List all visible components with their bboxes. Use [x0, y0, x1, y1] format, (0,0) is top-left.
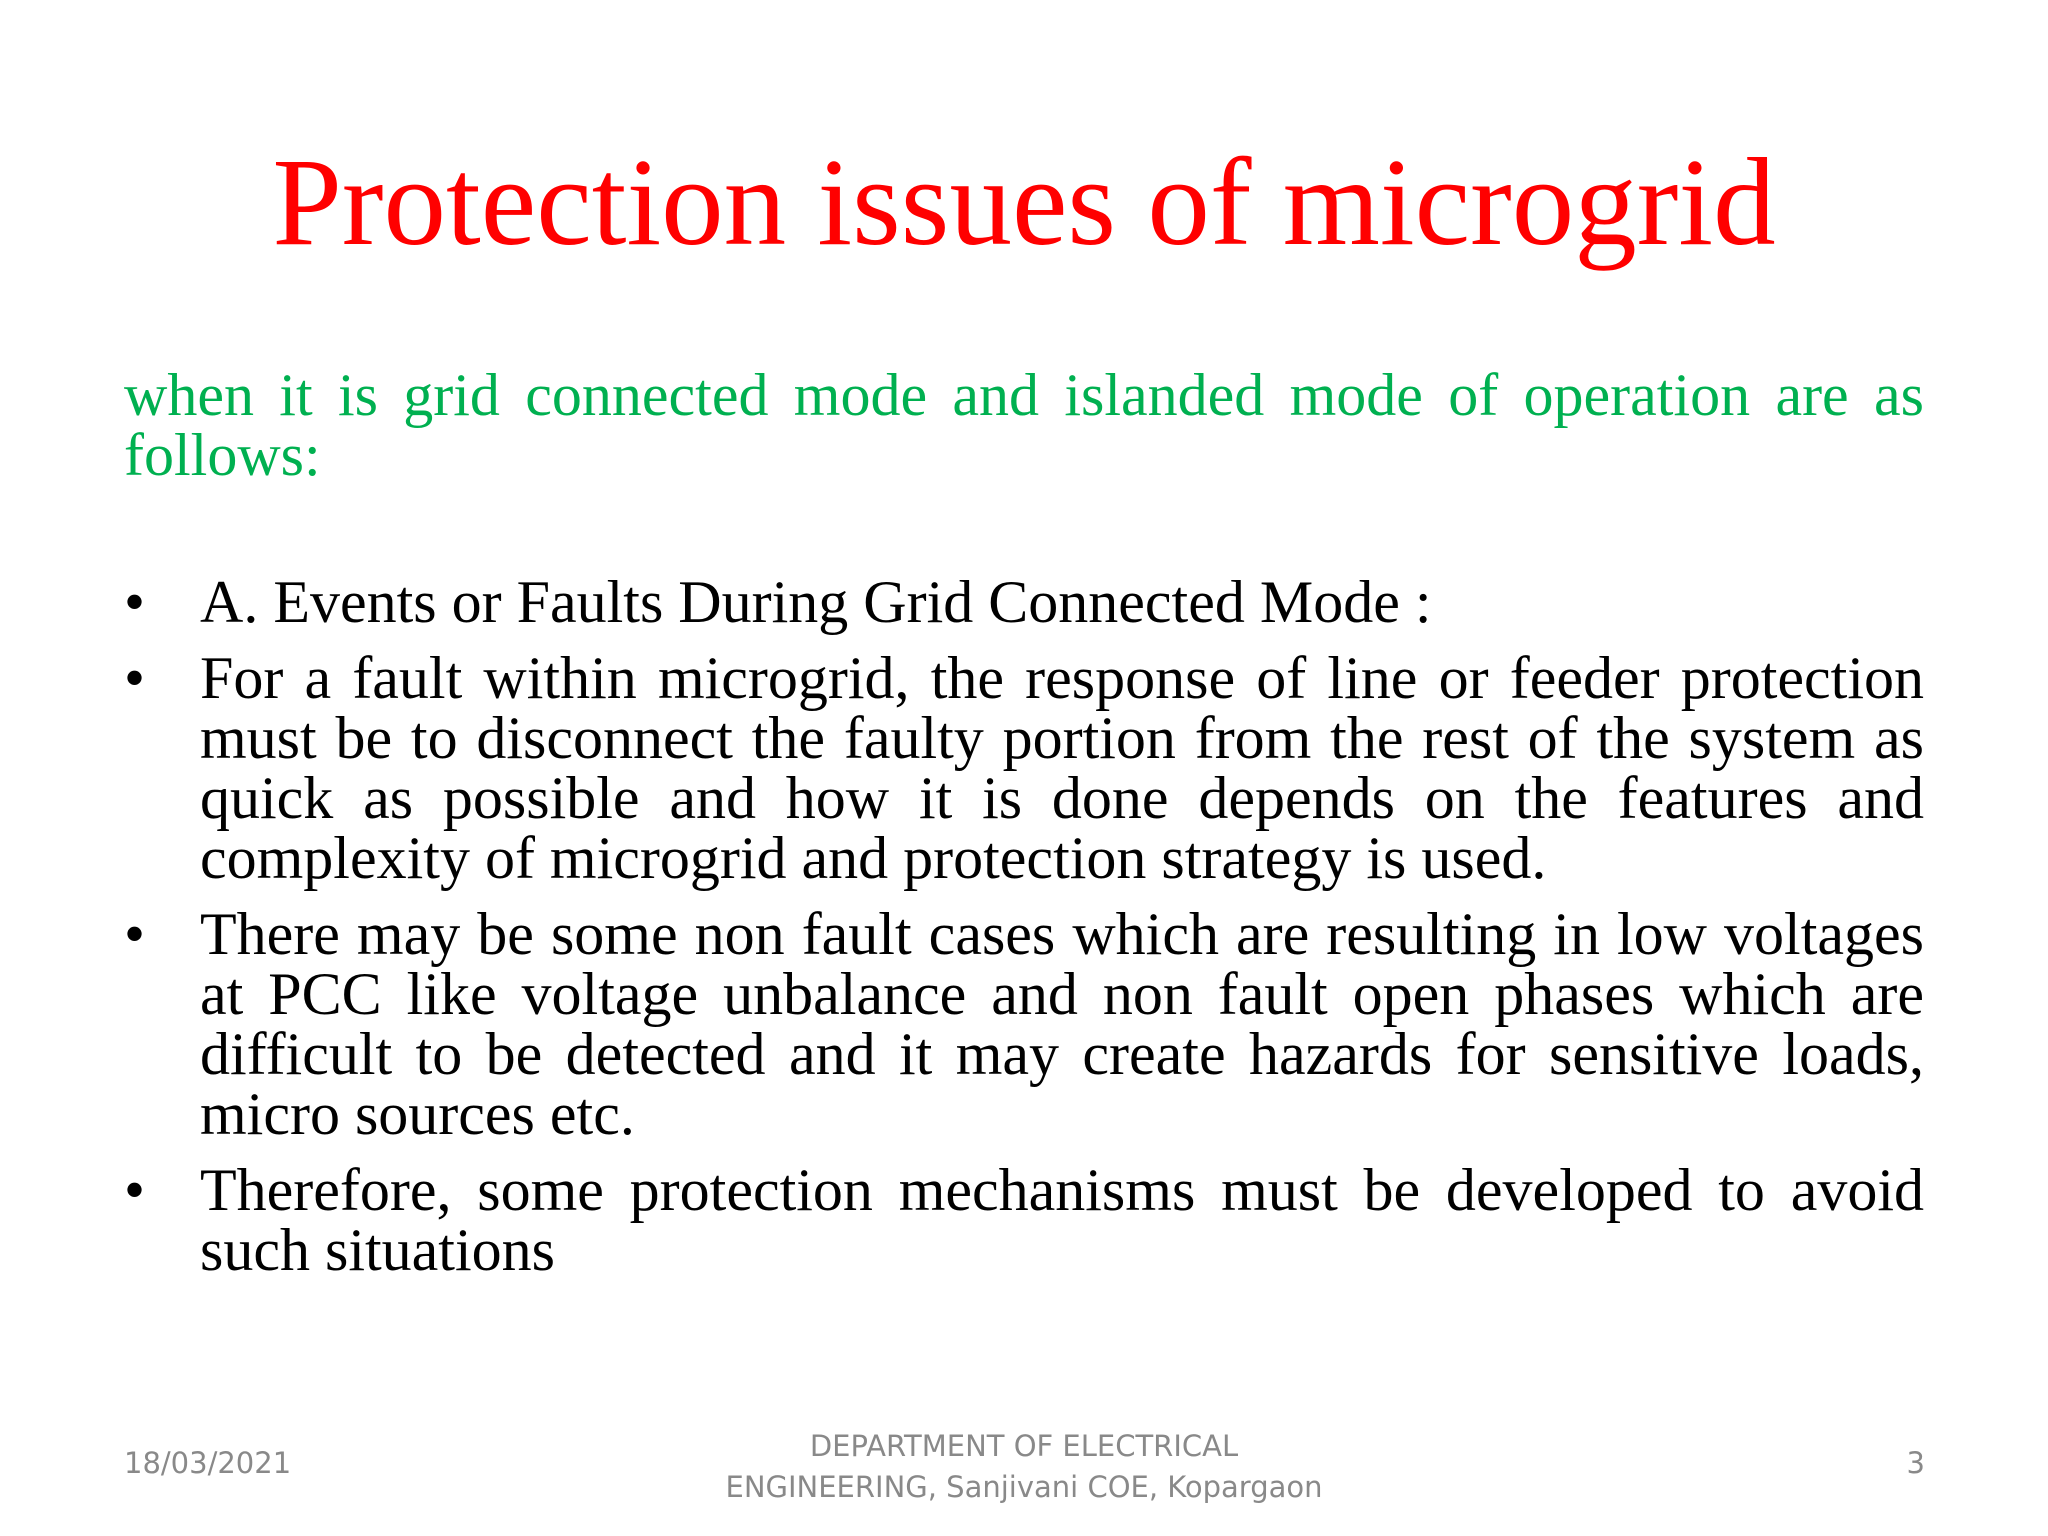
bullet-text: For a fault within microgrid, the response of line or feeder protection must be to disconnect the faulty portion from the rest of the system as quick as possible and how it is done depends on the features and complexity of microgrid and protection strategy is used.	[200, 645, 1924, 891]
bullet-item	[124, 569, 1924, 635]
footer-department	[624, 1426, 1424, 1508]
footer-page-number: 3	[1906, 1446, 1925, 1480]
bullet-item	[124, 901, 1924, 1147]
footer-department-line2: ENGINEERING, Sanjivani COE, Kopargaon	[725, 1470, 1323, 1504]
bullet-dot-icon: •	[124, 1157, 146, 1223]
bullet-text: Therefore, some protection mechanisms must be developed to avoid such situations	[200, 1157, 1924, 1283]
bullet-dot-icon: •	[124, 901, 146, 967]
bullet-text: There may be some non fault cases which are resulting in low voltages at PCC like voltage unbalance and non fault open phases which are difficult to be detected and it may create hazards for sensitive loads, micro sources etc.	[200, 901, 1924, 1147]
bullet-item	[124, 645, 1924, 891]
footer-date: 18/03/2021	[124, 1446, 292, 1480]
bullet-dot-icon: •	[124, 569, 146, 635]
slide-title: Protection issues of microgrid	[272, 134, 1776, 272]
bullet-item	[124, 1157, 1924, 1283]
bullet-list	[124, 569, 1924, 1296]
slide-subtitle: when it is grid connected mode and islanded mode of operation are as follows:	[124, 362, 1924, 488]
footer-department-line1: DEPARTMENT OF ELECTRICAL	[809, 1429, 1239, 1463]
bullet-dot-icon: •	[124, 645, 146, 711]
bullet-text: A. Events or Faults During Grid Connected Mode :	[200, 569, 1432, 635]
